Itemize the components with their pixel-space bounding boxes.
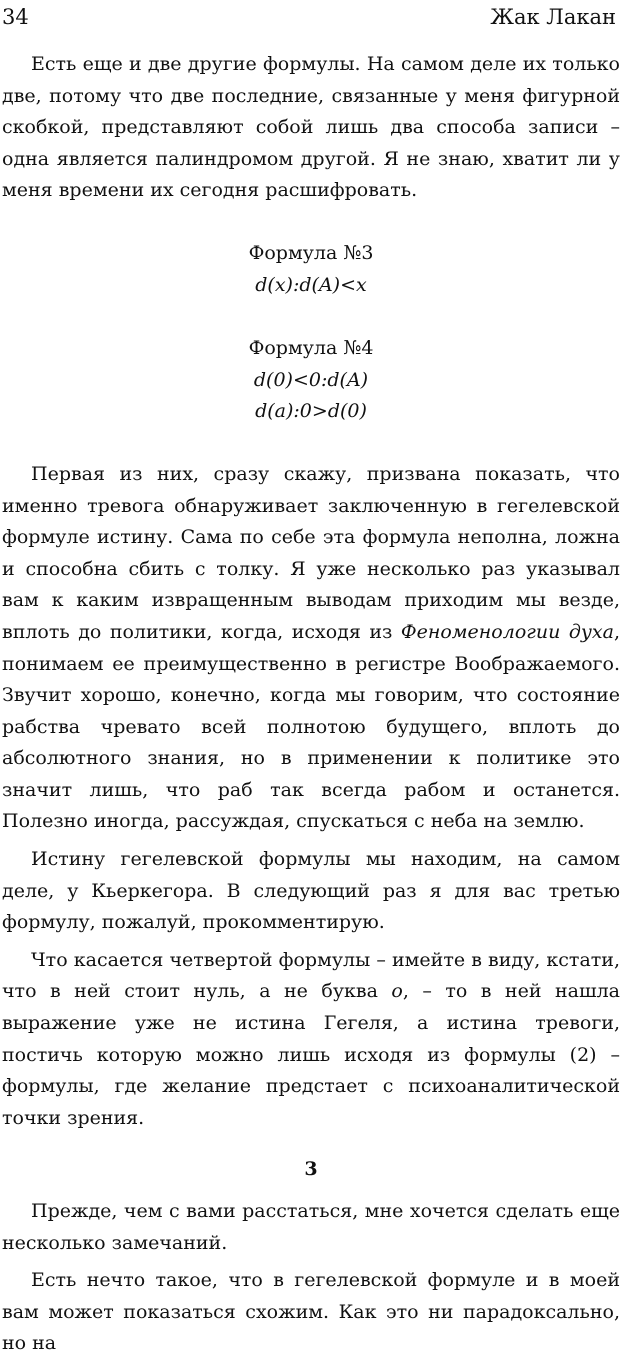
page-number: 34 [2,5,29,29]
body-text [2,49,620,1360]
paragraph-text: , понимаем ее преимущественно в регистре Воображаемого. Звучит хорошо, конечно, когда мы говорим, что состояние рабства чревато всей полнотою будущего, вплоть до абсолютного знания, но в применении к политике это значит лишь, что раб так всегда рабом и останется. Полезно иногда, рассуждая, спускаться с неба на землю. [2,620,620,833]
book-title: Феноменологии духа [400,620,614,643]
paragraph: Истину гегелевской формулы мы находим, на самом деле, у Кьеркегора. В следующий раз я для вас третью формулу, пожалуй, прокомментирую. [2,848,620,934]
paragraph: Есть нечто такое, что в гегелевской формуле и в моей вам может показаться схожим. Как это ни парадоксально, но на [2,1269,620,1355]
formula-3-label: Формула №3 [248,241,374,264]
letter-o: o [391,980,403,1003]
paragraph [2,459,620,838]
paragraph-text: Первая из них, сразу скажу, призвана показать, что именно тревога обнаруживает заключенную в гегелевской формуле истину. Сама по себе эта формула неполна, ложна и способна сбить с толку. Я уже несколько раз указывал вам к каким извращенным выводам приходим мы везде, вплоть до политики, когда, исходя из [2,462,620,643]
section-number: 3 [304,1158,318,1181]
paragraph: Есть еще и две другие формулы. На самом деле их только две, потому что две последние, связанные у меня фигурной скобкой, представляют собой лишь два способа записи – одна является палиндромом другой. Я не знаю, хватит ли у меня времени их сегодня расшифровать. [2,53,620,202]
formula-4-expression-palindrome: d(a):0>d(0) [255,400,367,423]
formula-4-label: Формула №4 [248,337,374,360]
formula-3-block [2,238,620,301]
paragraph: Прежде, чем с вами расстаться, мне хочется сделать еще несколько замечаний. [2,1200,620,1254]
paragraph-text: Что касается четвертой формулы – имейте в виду, кстати, что в ней стоит нуль, а не буква [2,948,620,1003]
running-head [2,2,616,32]
formula-4-block [2,333,620,428]
formula-4-expression: d(0)<0:d(A) [253,368,369,391]
running-head-title: Жак Лакан [490,5,616,29]
paragraph [2,945,620,1135]
formula-3-expression: d(x):d(A)<x [255,273,367,296]
paragraph-text: , – то в ней нашла выражение уже не истина Гегеля, а истина тревоги, постичь которую можно лишь исходя из формулы (2) – формулы, где желание предстает с психоаналитической точки зрения. [2,980,620,1129]
